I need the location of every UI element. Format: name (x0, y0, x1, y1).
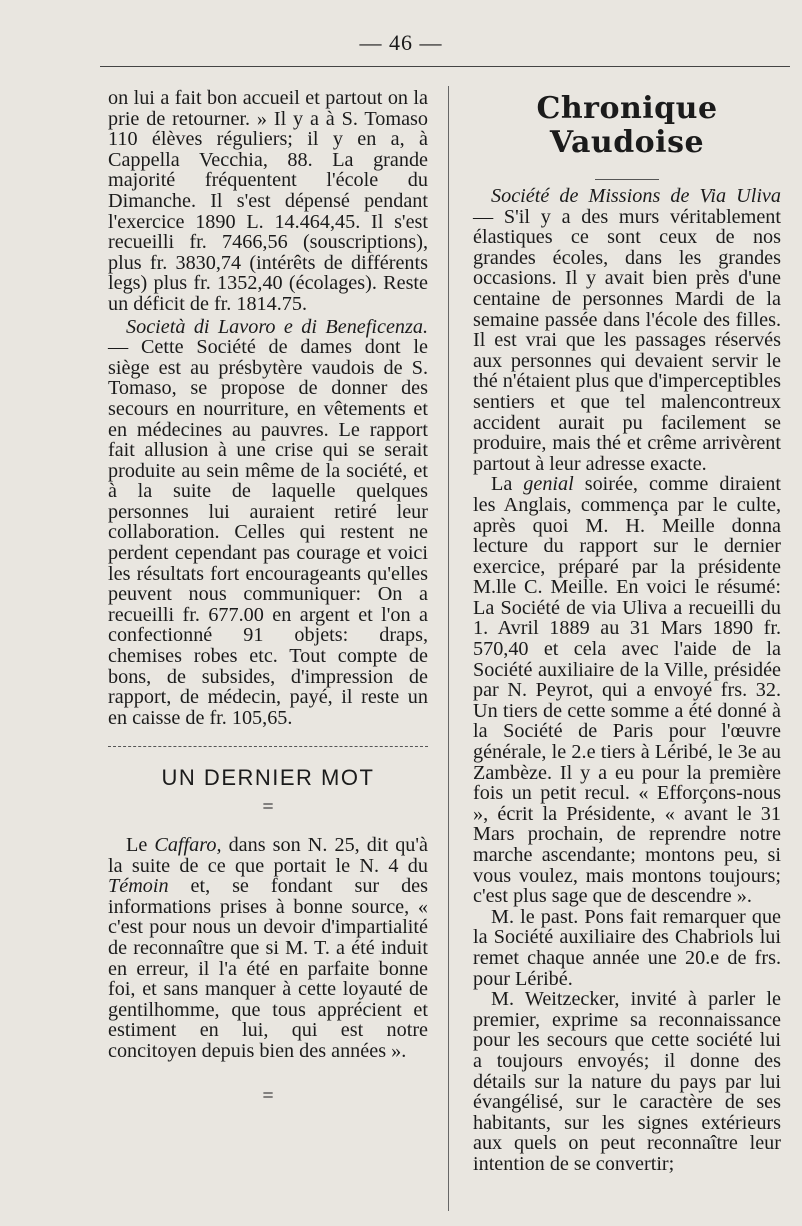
section-title: UN DERNIER MOT (161, 765, 375, 791)
text-run: et, se fondant sur des informations prises à bonne source, « c'est pour nous un devoir d'impartialité de reconnaître que si M. T. a été induit en erreur, il l'a été en parfaite bonne foi, et sans manquer à cette loyauté de gentilhomme, que tous apprécient et estiment en lui, qui est notre concitoyen depuis bien des années ». (108, 875, 428, 1062)
header-rule (100, 66, 790, 67)
heading-ornament (473, 164, 781, 178)
column-divider (448, 86, 449, 1211)
text-run: La (491, 473, 524, 496)
genial-word: genial (523, 473, 574, 496)
societa-body: — Cette Société de dames dont le siège est au présbytère vaudois de S. Tomaso, se propose de donner des secours en nourriture, en vêtements et en médecines au pauvres. Le rapport fait allusion à une crise qui se serait produite au sein même de la société, et à la suite de laquelle quelques personnes lui auraient retiré leur collaboration. Celles qui restent ne perdent cependant pas courage et voici les résultats fort encourageants qu'elles peuvent nous communiquer: On a recueilli fr. 677.00 en argent et l'on a confectionné 91 objets: draps, chemises robes etc. Tout compte de bons, de subsides, d'impression de rapport, de médecin, payé, il reste un en caisse de fr. 105,65. (108, 336, 428, 729)
double-dash-mark: = (262, 796, 274, 818)
section-separator (108, 746, 428, 748)
end-double-dash-mark: = (262, 1084, 274, 1107)
societa-title: Società di Lavoro e di Beneficenza. (126, 315, 428, 338)
temoin-title: Témoin (108, 875, 169, 898)
chronique-heading: Chronique Vaudoise (536, 91, 718, 160)
right-paragraph-3: M. le past. Pons fait remarquer que la Société auxiliaire des Chabriols lui remet chaque année une 20.e de frs. pour Léribé. (473, 905, 781, 990)
text-run: soirée, comme diraient les Anglais, commença par le culte, après quoi M. H. Meille donna lecture du rapport sur le dernier exercice, préparé par la présidente M.lle C. Meille. En voici le résumé: La Société de via Uliva a recueilli du 1. Avril 1889 au 31 Mars 1890 fr. 570,40 et cela avec l'aide de la Société auxiliaire de la Ville, présidée par N. Peyrot, qui a envoyé frs. 32. Un tiers de cette somme a été donné à la Société de Paris pour l'œuvre générale, le 2.e tiers à Léribé, le 3e au Zambèze. Il y a eu pour la première fois un petit recul. « Efforçons-nous », écrit la Présidente, « avant le 31 Mars prochain, de reprendre notre marche ascendante; montons peu, si vous voulez, mais montons toujours; c'est plus sage que de descendre ». (473, 473, 782, 908)
right-paragraph-4: M. Weitzecker, invité à parler le premier, exprime sa reconnaissance pour les secours que cette société lui a toujours envoyés; il donne des détails sur la nature du pays par lui évangélisé, sur le caractère de ses habitants, sur les signes extérieurs aux quels on peut reconnaître leur intention de se convertir; (473, 988, 781, 1175)
text-run: Le (126, 834, 155, 856)
missions-title: Société de Missions de Via Uliva (491, 185, 781, 207)
right-paragraph-2 (473, 474, 781, 906)
right-column (473, 88, 781, 1175)
page-number: — 46 — (359, 30, 443, 55)
text-run: dans son N. 25, dit qu'à la suite de ce que portait le N. 4 du (108, 834, 428, 877)
left-paragraph-3 (108, 835, 428, 1062)
left-column (108, 88, 428, 1106)
left-paragraph-1: on lui a fait bon accueil et partout on la prie de retourner. » Il y a à S. Tomaso 110 élèves réguliers; il y en a, à Cappella Vecchia, 88. La grande majorité fréquentent l'école du Dimanche. Il s'est dépensé pendant l'exercice 1890 L. 14.464,45. Il s'est recueilli fr. 7466,56 (souscriptions), plus fr. 3830,74 (intérêts de différents legs) plus fr. 1352,40 (écolages). Reste un déficit de fr. 1814.75. (108, 87, 428, 315)
caffaro-title: Caffaro, (154, 834, 222, 856)
right-paragraph-1 (473, 186, 781, 474)
left-paragraph-2 (108, 317, 428, 729)
missions-body: — S'il y a des murs véritablement élastiques ce sont ceux de nos grandes écoles, dans les grandes occasions. Il y avait bien près d'une centaine de personnes Mardi de la semaine passée dans l'école des filles. Il est vrai que les passages réservés aux personnes qui devaient servir le thé n'étaient plus que d'imperceptibles sentiers et que tel malencontreux accident aurait pu facilement se produire, mais thé et crême arrivèrent partout à leur adresse exacte. (473, 205, 781, 475)
